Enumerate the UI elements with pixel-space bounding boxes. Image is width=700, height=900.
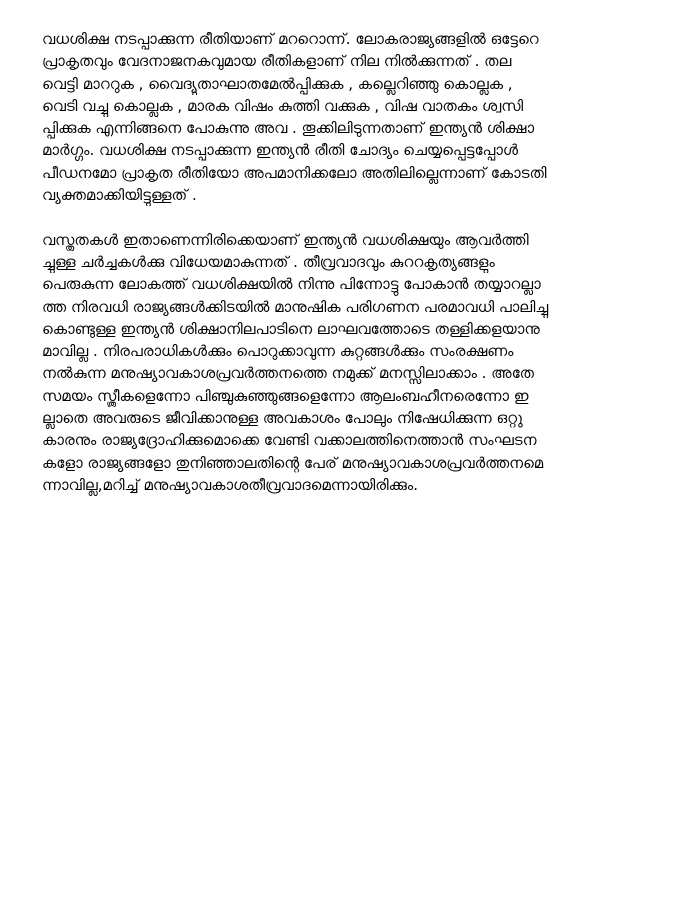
text-line: ച്ചുള്ള ചർച്ചകൾക്കു വിധേയമാകുന്നത് . തീവ്രവാദവും കുററകൃത്യങ്ങളും [42, 252, 495, 271]
text-line: നൽകുന്ന മനുഷ്യാവകാശപ്രവർത്തനത്തെ നമുക്ക് മനസ്സിലാക്കാം . അതേ [42, 364, 534, 383]
text-line: പ്പിക്കുക എന്നിങ്ങനെ പോകുന്നു അവ . തൂക്കിലിടുന്നതാണ് ഇന്ത്യൻ ശിക്ഷാ [42, 119, 535, 138]
text-line: പീഡനമോ പ്രാകൃത രീതിയോ അപമാനിക്കലോ അതിലില്ലെന്നാണ് കോടതി [42, 163, 547, 182]
text-line: മാർഗ്ഗം. വധശിക്ഷ നടപ്പാക്കുന്ന ഇന്ത്യൻ രീതി ചോദ്യം ചെയ്യപ്പെട്ടപ്പോൾ [42, 141, 518, 160]
text-line: പെരുകുന്ന ലോകത്ത് വധശിക്ഷയിൽ നിന്നു പിന്നോട്ടു പോകാൻ തയ്യാറല്ലാ [42, 275, 541, 294]
text-line: ല്ലാതെ അവരുടെ ജീവിക്കാനുള്ള അവകാശം പോലും നിഷേധിക്കുന്ന ഒറ്റു [42, 409, 523, 428]
paragraph-human-rights [42, 229, 682, 497]
text-line: മാവില്ല . നിരപരാധികൾക്കും പൊറുക്കാവുന്ന കുറ്റങ്ങൾക്കും സംരക്ഷണം [42, 342, 514, 361]
text-line: സമയം സ്ത്രീകളെന്നോ പിഞ്ചുകുഞ്ഞുങ്ങളെന്നോ ആലംബഹീനരെന്നോ ഇ [42, 386, 529, 405]
text-line: ത്ത നിരവധി രാജ്യങ്ങൾക്കിടയിൽ മാനുഷിക പരിഗണന പരമാവധി പാലിച്ചു [42, 297, 549, 316]
text-line: വെടി വച്ചു കൊല്ലുക , മാരക വിഷം കുത്തി വക്കുക , വിഷ വാതകം ശ്വസി [42, 96, 524, 115]
text-line: കളോ രാജ്യങ്ങളോ തുനിഞ്ഞാലതിന്റെ പേര് മനുഷ്യാവകാശപ്രവർത്തനമെ [42, 453, 544, 472]
paragraph-execution-methods [42, 28, 682, 206]
text-line: ന്നാവില്ല,മറിച്ച് മനുഷ്യാവകാശതീവ്രവാദമെന്നായിരിക്കും. [42, 475, 418, 494]
text-line: വസ്തുതകൾ ഇതാണെന്നിരിക്കെയാണ് ഇന്ത്യൻ വധശിക്ഷയും ആവർത്തി [42, 230, 529, 249]
text-line: വ്യക്തമാക്കിയിട്ടുള്ളത് . [42, 186, 197, 205]
text-line: കാരനും രാജ്യദ്രോഹിക്കുമൊക്കെ വേണ്ടി വക്കാലത്തിനെത്താൻ സംഘടന [42, 431, 537, 450]
document-page [42, 28, 682, 496]
text-line: കൊണ്ടുള്ള ഇന്ത്യൻ ശിക്ഷാനിലപാടിനെ ലാഘവത്തോടെ തള്ളിക്കളയാനു [42, 319, 540, 338]
text-line: പ്രാകൃതവും വേദനാജനകവുമായ രീതികളാണ് നില നിൽക്കുന്നത് . തല [42, 52, 512, 71]
text-line: വധശിക്ഷ നടപ്പാക്കുന്ന രീതിയാണ് മററൊന്ന്. ലോകരാജ്യങ്ങളിൽ ഒട്ടേറെ [42, 30, 539, 48]
text-line: വെട്ടി മാററുക , വൈദ്യുതാഘാതമേൽപ്പിക്കുക , കല്ലെറിഞ്ഞു കൊല്ലുക , [42, 74, 513, 93]
